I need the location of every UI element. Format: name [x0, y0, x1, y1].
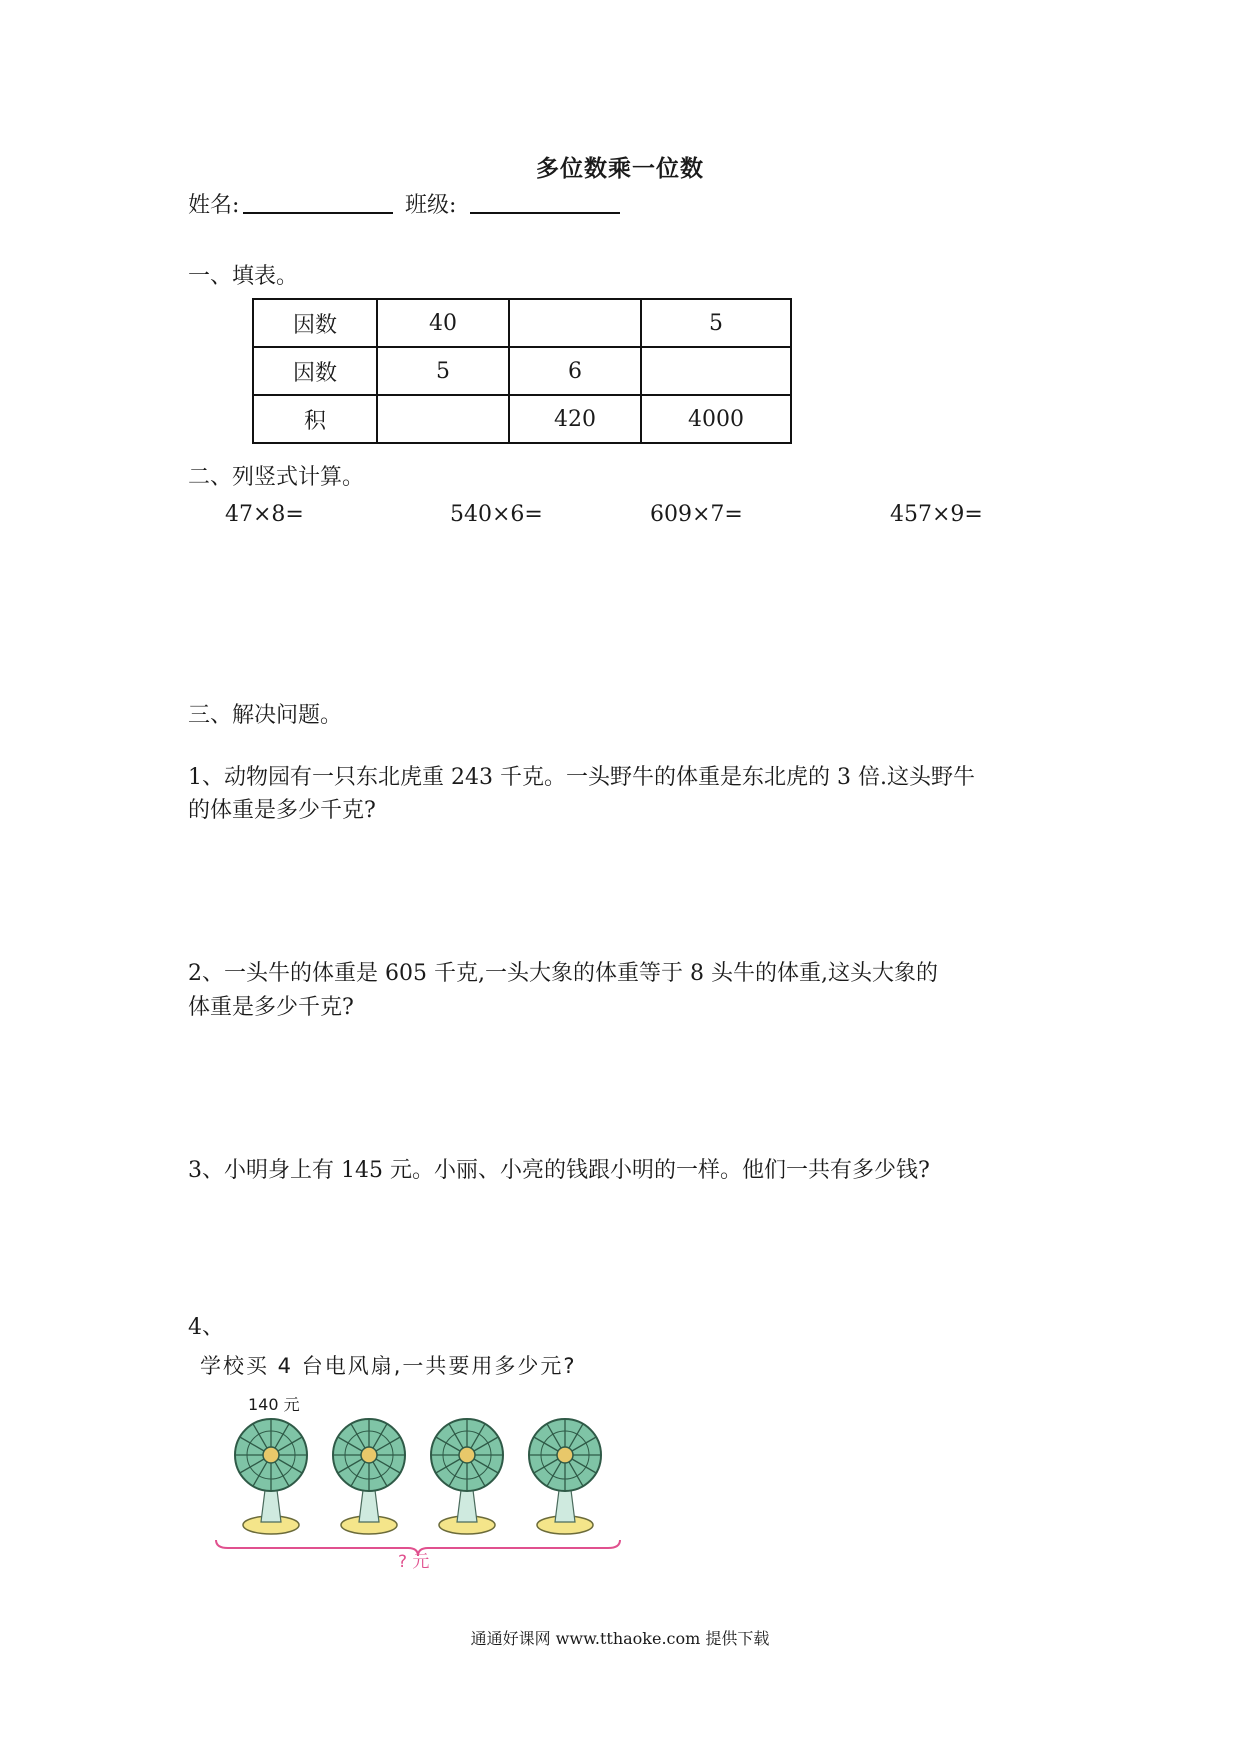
figure-question-text: 学校买 4 台电风扇,一共要用多少元?	[200, 1354, 577, 1378]
table-cell: 6	[509, 347, 641, 395]
calc-problem-1: 47×8=	[225, 502, 304, 527]
section2-heading: 二、列竖式计算。	[188, 465, 365, 490]
footer-source: 通通好课网 www.tthaoke.com 提供下载	[470, 1629, 770, 1648]
class-blank-line	[470, 212, 620, 214]
electric-fan-icon	[235, 1419, 307, 1534]
fill-table	[252, 298, 792, 444]
table-cell	[641, 347, 791, 395]
table-cell	[377, 395, 509, 443]
calc-problem-3: 609×7=	[650, 502, 743, 527]
table-cell: 420	[509, 395, 641, 443]
electric-fan-icon	[529, 1419, 601, 1534]
table-cell: 5	[377, 347, 509, 395]
table-row	[253, 299, 791, 347]
table-cell: 5	[641, 299, 791, 347]
unknown-total-label: ? 元	[398, 1552, 430, 1572]
table-cell: 40	[377, 299, 509, 347]
section1-heading: 一、填表。	[188, 264, 299, 289]
section3-heading: 三、解决问题。	[188, 703, 343, 728]
question-1-line-2: 的体重是多少千克?	[188, 798, 376, 823]
name-label: 姓名:	[188, 193, 240, 218]
table-cell: 4000	[641, 395, 791, 443]
table-cell: 因数	[253, 347, 377, 395]
question-2-line-1: 2、一头牛的体重是 605 千克,一头大象的体重等于 8 头牛的体重,这头大象的	[188, 961, 938, 986]
page-title: 多位数乘一位数	[536, 155, 704, 182]
class-label: 班级:	[405, 193, 457, 218]
question-3: 3、小明身上有 145 元。小丽、小亮的钱跟小明的一样。他们一共有多少钱?	[188, 1158, 930, 1183]
question-2-line-2: 体重是多少千克?	[188, 995, 354, 1020]
question-1-line-1: 1、动物园有一只东北虎重 243 千克。一头野牛的体重是东北虎的 3 倍.这头野牛	[188, 765, 975, 790]
question-4-label: 4、	[188, 1315, 224, 1340]
table-cell	[509, 299, 641, 347]
calc-problem-2: 540×6=	[450, 502, 543, 527]
table-row	[253, 395, 791, 443]
electric-fan-icon	[431, 1419, 503, 1534]
table-row	[253, 347, 791, 395]
electric-fans-illustration	[196, 1350, 626, 1580]
table-cell: 因数	[253, 299, 377, 347]
electric-fan-icon	[333, 1419, 405, 1534]
fan-price-label: 140 元	[248, 1395, 300, 1414]
name-blank-line	[243, 212, 393, 214]
table-cell: 积	[253, 395, 377, 443]
calc-problem-4: 457×9=	[890, 502, 983, 527]
